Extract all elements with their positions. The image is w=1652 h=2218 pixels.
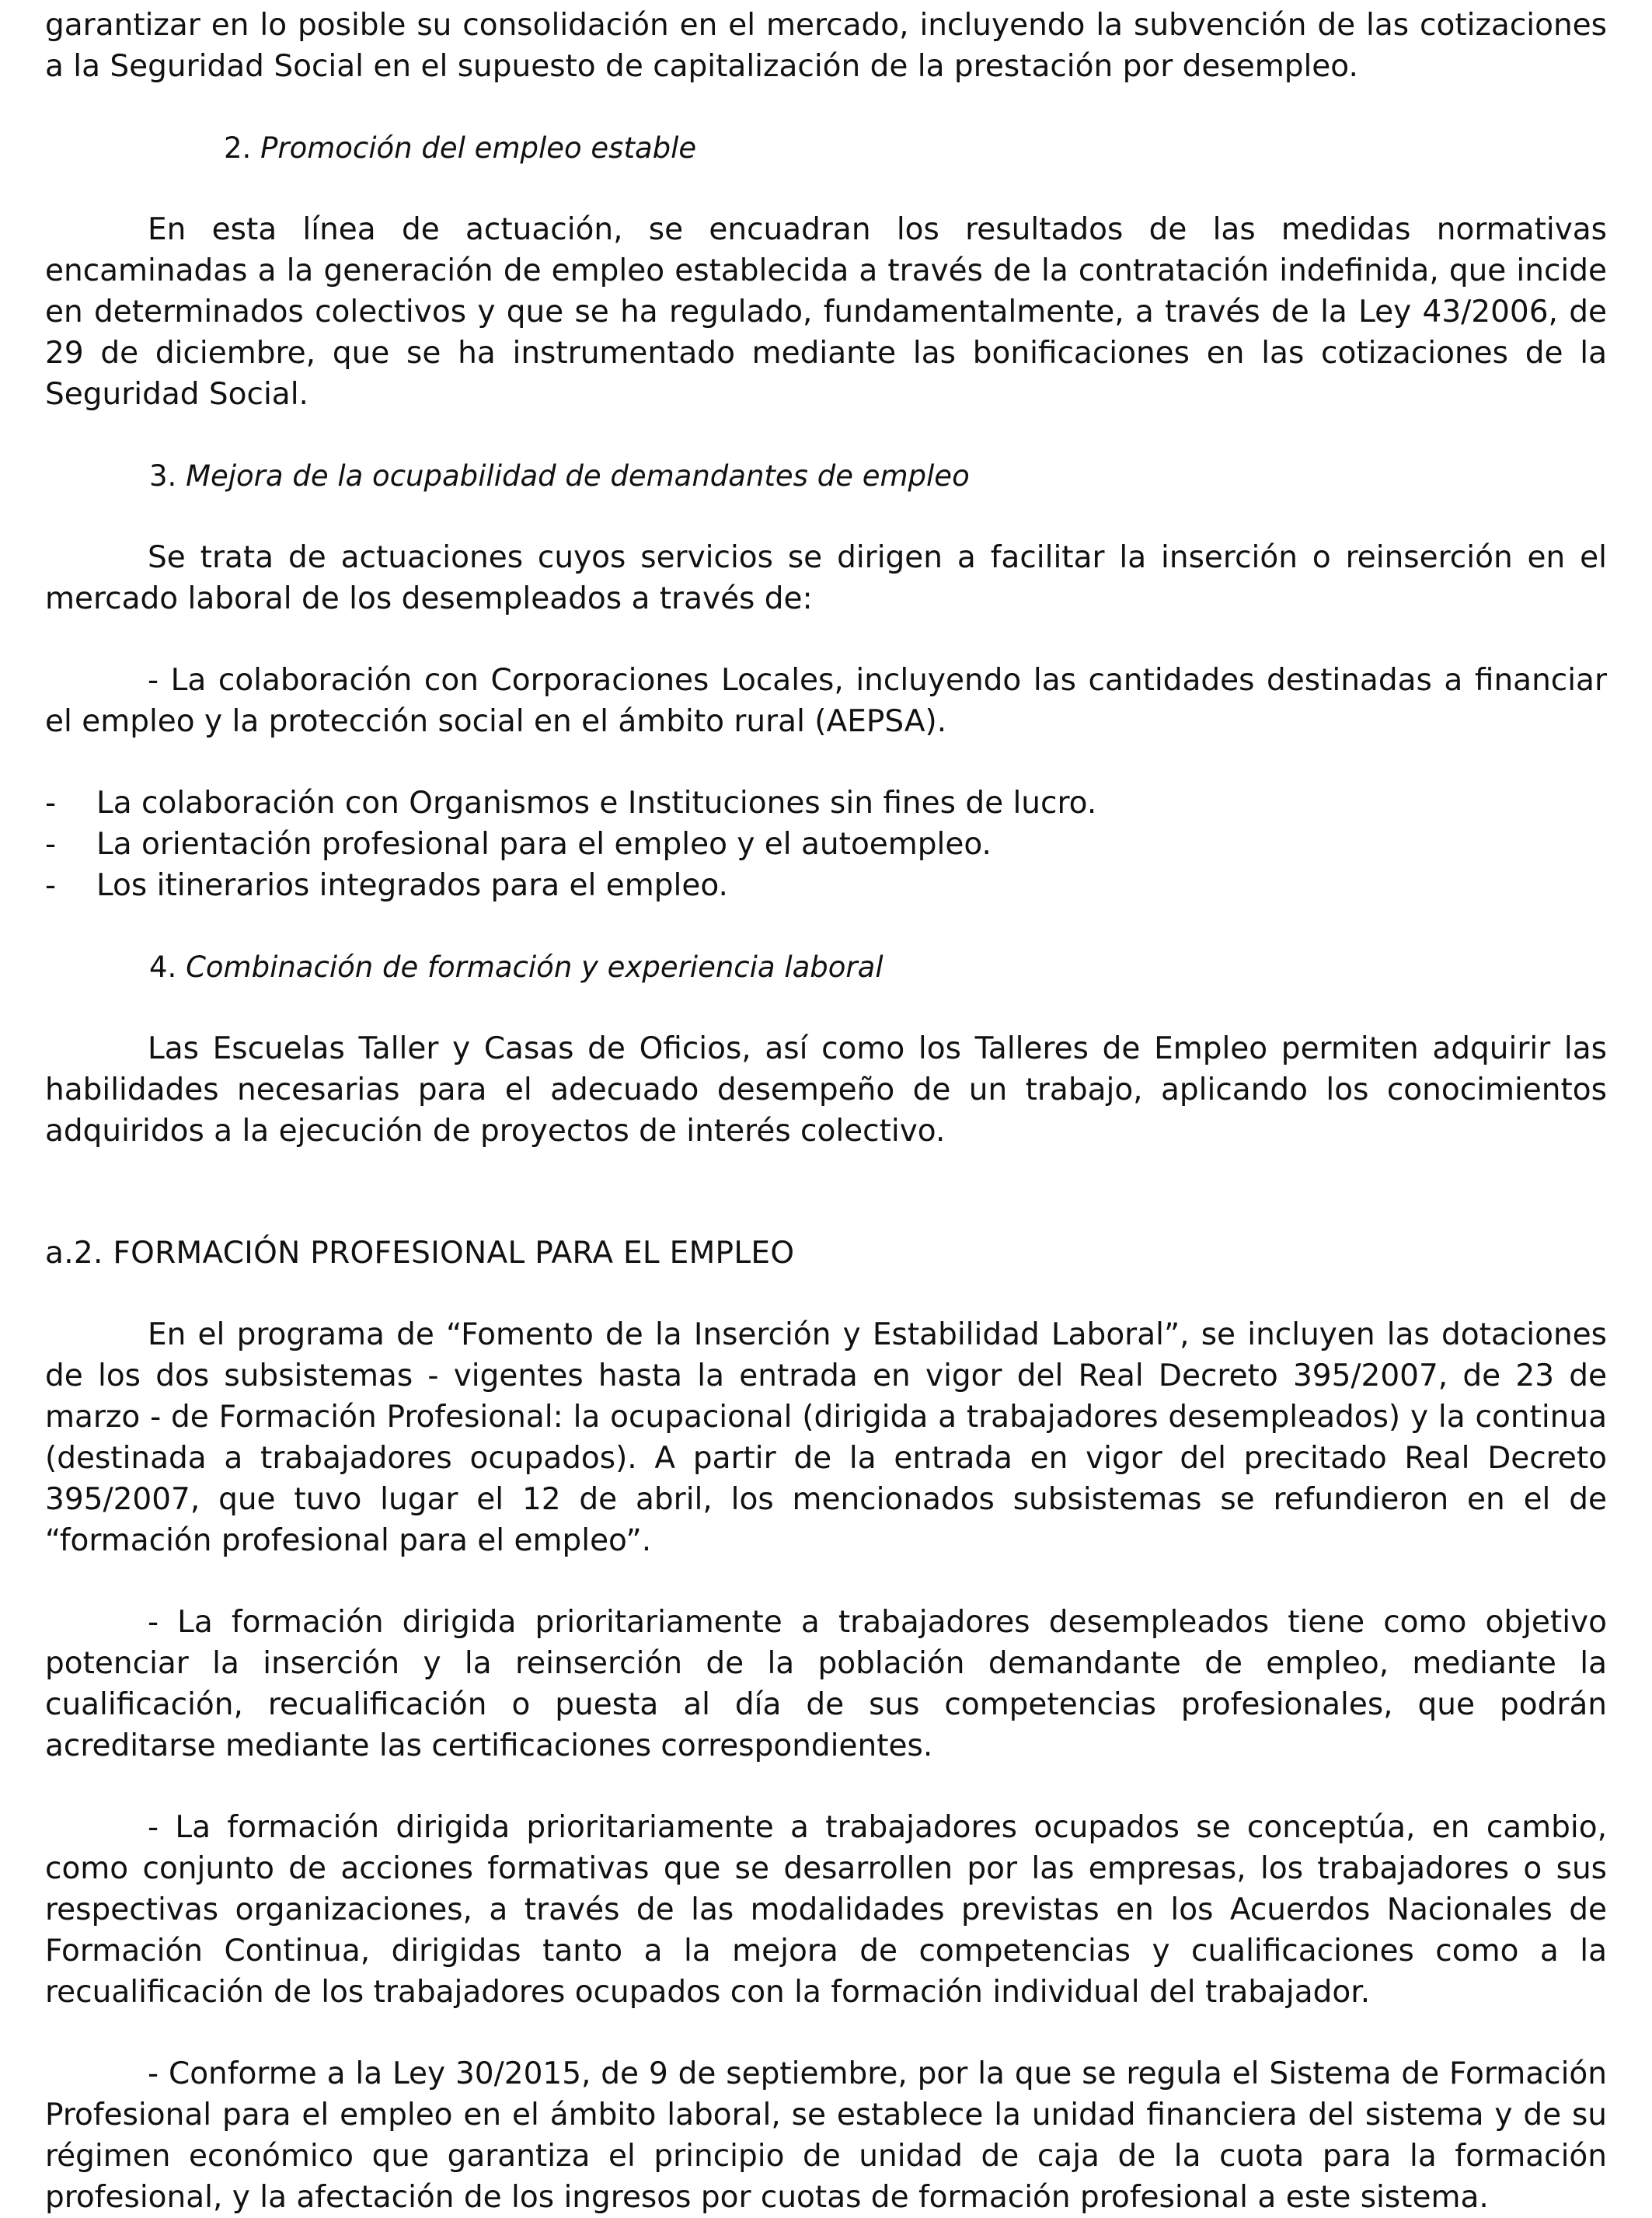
list-item [45, 865, 1607, 906]
dash-marker: - [45, 827, 57, 862]
paragraph-programa-fomento: En el programa de “Fomento de la Inserción y Estabilidad Laboral”, se incluyen las dotaciones de los dos subsistemas - vigentes hasta la entrada en vigor del Real Decreto 395/2007, de 23 de marzo - de Formación Profesional: la ocupacional (dirigida a trabajadores desempleados) y la continua (destinada a trabajadores ocupados). A partir de la entrada en vigor del precitado Real Decreto 395/2007, que tuvo lugar el 12 de abril, los mencionados subsistemas se refundieron en el de “formación profesional para el empleo”. [45, 1317, 1607, 1558]
heading-text: Combinación de formación y experiencia laboral [186, 950, 884, 984]
heading-text: Mejora de la ocupabilidad de demandantes de empleo [186, 459, 970, 493]
paragraph-linea-actuacion: En esta línea de actuación, se encuadran los resultados de las medidas normativas encaminadas a la generación de empleo establecida a través de la contratación indefinida, que incide en determinados colectivos y que se ha regulado, fundamentalmente, a través de la Ley 43/2006, de 29 de diciembre, que se ha instrumentado mediante las bonificaciones en las cotizaciones de la Seguridad Social. [45, 212, 1607, 412]
list-item-text: La orientación profesional para el empleo y el autoempleo. [96, 827, 992, 862]
heading-number: 2. [224, 131, 252, 165]
spacer [45, 988, 1607, 1028]
heading-combinacion-formacion [149, 947, 1607, 988]
spacer [45, 497, 1607, 537]
list-item [45, 783, 1607, 824]
heading-mejora-ocupabilidad [149, 455, 1607, 497]
spacer [45, 2013, 1607, 2053]
spacer [45, 87, 1607, 127]
heading-number: 4. [149, 950, 177, 984]
paragraph-consolidacion: garantizar en lo posible su consolidación en el mercado, incluyendo la subvención de las cotizaciones a la Seguridad Social en el supuesto de capitalización de la prestación por desempleo. [45, 8, 1607, 84]
spacer [45, 1274, 1607, 1314]
spacer [45, 1152, 1607, 1233]
spacer [45, 169, 1607, 209]
spacer [45, 415, 1607, 455]
dash-marker: - [45, 868, 57, 903]
spacer [45, 619, 1607, 660]
paragraph-corporaciones-locales: - La colaboración con Corporaciones Locales, incluyendo las cantidades destinadas a financiar el empleo y la protección social en el ámbito rural (AEPSA). [45, 663, 1607, 739]
heading-text: Promoción del empleo estable [260, 131, 697, 165]
paragraph-ley-30-2015: - Conforme a la Ley 30/2015, de 9 de septiembre, por la que se regula el Sistema de Formación Profesional para el empleo en el ámbito laboral, se establece la unidad financiera del sistema y de su régimen económico que garantiza el principio de unidad de caja de la cuota para la formación profesional, y la afectación de los ingresos por cuotas de formación profesional a este sistema. [45, 2056, 1607, 2215]
spacer [45, 1766, 1607, 1807]
section-title-formacion-profesional: a.2. FORMACIÓN PROFESIONAL PARA EL EMPLEO [45, 1236, 795, 1271]
document-page [45, 5, 1607, 2218]
paragraph-escuelas-taller: Las Escuelas Taller y Casas de Oficios, así como los Talleres de Empleo permiten adquirir las habilidades necesarias para el adecuado desempeño de un trabajo, aplicando los conocimientos adquiridos a la ejecución de proyectos de interés colectivo. [45, 1031, 1607, 1149]
heading-number: 3. [149, 459, 177, 493]
list-item-text: Los itinerarios integrados para el empleo. [96, 868, 728, 903]
list-item-text: La colaboración con Organismos e Instituciones sin fines de lucro. [96, 786, 1097, 821]
list-item [45, 824, 1607, 865]
spacer [45, 906, 1607, 947]
dash-marker: - [45, 786, 57, 821]
paragraph-formacion-ocupados: - La formación dirigida prioritariamente a trabajadores ocupados se conceptúa, en cambio, como conjunto de acciones formativas que se desarrollen por las empresas, los trabajadores o sus respectivas organizaciones, a través de las modalidades previstas en los Acuerdos Nacionales de Formación Continua, dirigidas tanto a la mejora de competencias y cualificaciones como a la recualificación de los trabajadores ocupados con la formación individual del trabajador. [45, 1810, 1607, 2010]
spacer [45, 742, 1607, 783]
heading-promocion-empleo [224, 127, 1607, 169]
paragraph-actuaciones: Se trata de actuaciones cuyos servicios se dirigen a facilitar la inserción o reinserción en el mercado laboral de los desempleados a través de: [45, 540, 1607, 616]
spacer [45, 1561, 1607, 1602]
paragraph-formacion-desempleados: - La formación dirigida prioritariamente a trabajadores desempleados tiene como objetivo potenciar la inserción y la reinserción de la población demandante de empleo, mediante la cualificación, recualificación o puesta al día de sus competencias profesionales, que podrán acreditarse mediante las certificaciones correspondientes. [45, 1605, 1607, 1763]
